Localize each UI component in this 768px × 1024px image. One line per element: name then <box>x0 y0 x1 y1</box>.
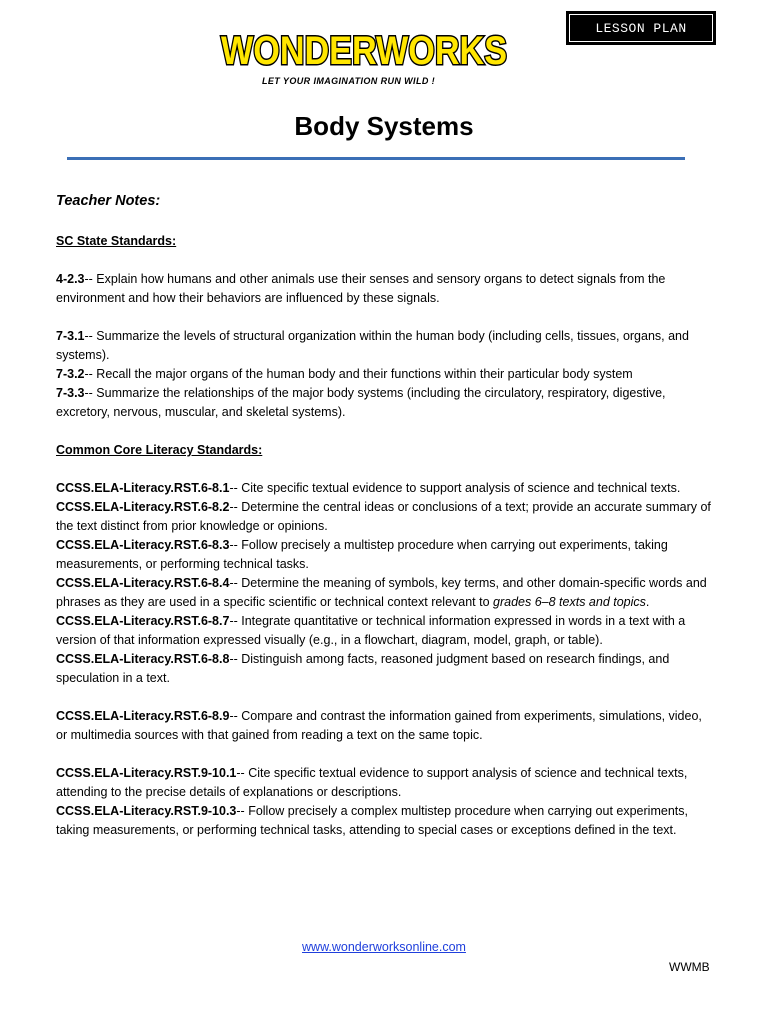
standard-item <box>56 384 716 422</box>
standard-item <box>56 365 716 384</box>
standard-text: -- Determine the central ideas or conclusions of a text; provide an accurate summary of the text distinct from prior knowledge or opinions. <box>56 500 711 533</box>
standard-code: 4-2.3 <box>56 272 85 286</box>
standard-item <box>56 707 716 745</box>
standard-text: -- Summarize the levels of structural organization within the human body (including cells, tissues, organs, and systems). <box>56 329 689 362</box>
lesson-plan-badge <box>566 11 716 45</box>
website-link[interactable]: www.wonderworksonline.com <box>302 940 466 954</box>
standard-code: CCSS.ELA-Literacy.RST.9-10.1 <box>56 766 237 780</box>
standard-code: CCSS.ELA-Literacy.RST.6-8.4 <box>56 576 230 590</box>
standard-code: CCSS.ELA-Literacy.RST.6-8.8 <box>56 652 230 666</box>
standard-code: CCSS.ELA-Literacy.RST.6-8.3 <box>56 538 230 552</box>
standard-text: -- Determine the meaning of symbols, key terms, and other domain-specific words and phrases as they are used in a specific scientific or technical context relevant to <box>56 576 707 609</box>
standard-code: CCSS.ELA-Literacy.RST.6-8.7 <box>56 614 230 628</box>
standard-item <box>56 270 716 308</box>
standard-text: -- Explain how humans and other animals use their senses and sensory organs to detect signals from the environment and how their behaviors are influenced by these signals. <box>56 272 666 305</box>
standard-code: CCSS.ELA-Literacy.RST.6-8.1 <box>56 481 230 495</box>
standard-item <box>56 498 716 536</box>
logo-tagline: LET YOUR IMAGINATION RUN WILD ! <box>262 76 436 86</box>
logo-wordmark <box>214 24 514 76</box>
common-core-heading: Common Core Literacy Standards: <box>56 443 263 457</box>
standard-item <box>56 536 716 574</box>
standard-text: -- Cite specific textual evidence to support analysis of science and technical texts. <box>229 481 681 495</box>
wonderworks-logo <box>214 24 514 90</box>
standard-text: -- Recall the major organs of the human body and their functions within their particular body system <box>84 367 633 381</box>
page-title: Body Systems <box>294 111 474 141</box>
standard-text: -- Follow precisely a multistep procedure when carrying out experiments, taking measurements, or performing technical tasks. <box>56 538 668 571</box>
standard-code: CCSS.ELA-Literacy.RST.6-8.9 <box>56 709 230 723</box>
standard-code: CCSS.ELA-Literacy.RST.6-8.2 <box>56 500 230 514</box>
standard-code: CCSS.ELA-Literacy.RST.9-10.3 <box>56 804 237 818</box>
standard-code: 7-3.3 <box>56 386 85 400</box>
standard-text: -- Cite specific textual evidence to support analysis of science and technical texts, attending to the precise details of explanations or descriptions. <box>56 766 688 799</box>
standard-item <box>56 764 716 802</box>
standard-item <box>56 612 716 650</box>
standard-item <box>56 574 716 612</box>
teacher-notes-heading: Teacher Notes: <box>56 193 161 209</box>
standard-text: -- Integrate quantitative or technical information expressed in words in a text with a version of that information expressed visually (e.g., in a flowchart, diagram, model, graph, or table). <box>56 614 686 647</box>
standard-text: -- Compare and contrast the information gained from experiments, simulations, video, or multimedia sources with that gained from reading a text on the same topic. <box>56 709 702 742</box>
standard-code: 7-3.2 <box>56 367 85 381</box>
standard-code: 7-3.1 <box>56 329 85 343</box>
lesson-plan-label: LESSON PLAN <box>569 14 713 42</box>
standard-text-italic: grades 6–8 texts and topics <box>493 595 646 609</box>
standard-item <box>56 802 716 840</box>
standard-item <box>56 650 716 688</box>
sc-standards-heading: SC State Standards: <box>56 234 177 248</box>
logo-text: WONDERWORKS <box>221 29 507 73</box>
standard-item <box>56 479 716 498</box>
standard-text: -- Summarize the relationships of the major body systems (including the circulatory, respiratory, digestive, excretory, nervous, muscular, and skeletal systems). <box>56 386 666 419</box>
footer-code: WWMB <box>669 960 710 974</box>
standard-text: -- Distinguish among facts, reasoned judgment based on research findings, and speculation in a text. <box>56 652 670 685</box>
standard-text: -- Follow precisely a complex multistep procedure when carrying out experiments, taking measurements, or performing technical tasks, attending to special cases or exceptions defined in the text. <box>56 804 688 837</box>
document-body <box>56 190 716 840</box>
standard-text-tail: . <box>645 595 650 609</box>
title-divider <box>67 157 685 160</box>
standard-item <box>56 327 716 365</box>
